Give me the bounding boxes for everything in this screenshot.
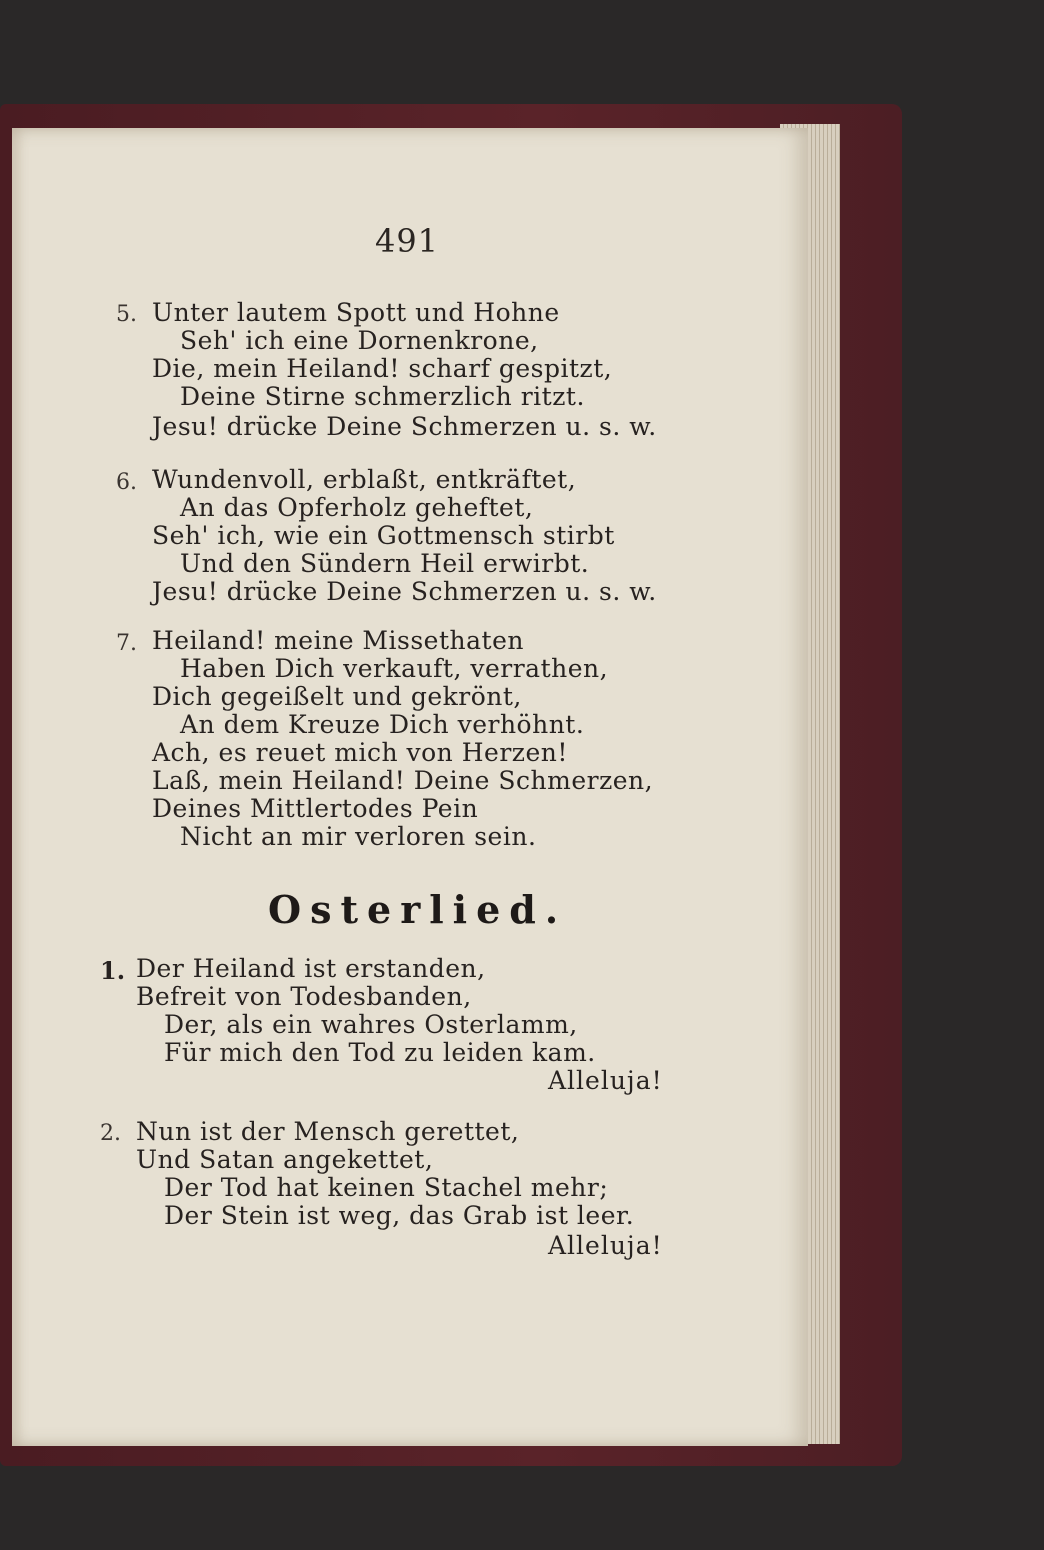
stanza-number: 6.	[116, 470, 137, 495]
verse-line: Jesu! drücke Deine Schmerzen u. s. w.	[152, 412, 657, 441]
stanza-number: 2.	[100, 1121, 121, 1146]
verse-line: Haben Dich verkauft, verrathen,	[180, 654, 609, 683]
verse-line: Für mich den Tod zu leiden kam.	[164, 1038, 596, 1067]
verse-line: Deines Mittlertodes Pein	[152, 794, 479, 823]
verse-line: Und den Sündern Heil erwirbt.	[180, 549, 590, 578]
verse-line: Heiland! meine Missethaten	[152, 626, 524, 655]
verse-line: Die, mein Heiland! scharf gespitzt,	[152, 354, 613, 383]
verse-line: Wundenvoll, erblaßt, entkräftet,	[152, 465, 577, 494]
verse-line: Laß, mein Heiland! Deine Schmerzen,	[152, 766, 654, 795]
verse-line: Der Stein ist weg, das Grab ist leer.	[164, 1201, 635, 1230]
stanza-number: 1.	[100, 956, 126, 985]
verse-line: Deine Stirne schmerzlich ritzt.	[180, 382, 585, 411]
verse-line: Nicht an mir verloren sein.	[180, 822, 537, 851]
verse-line: Jesu! drücke Deine Schmerzen u. s. w.	[152, 577, 657, 606]
verse-line: Und Satan angekettet,	[136, 1145, 434, 1174]
verse-line: Der Tod hat keinen Stachel mehr;	[164, 1173, 609, 1202]
verse-line: Nun ist der Mensch gerettet,	[136, 1117, 520, 1146]
verse-line: Unter lautem Spott und Hohne	[152, 298, 560, 327]
verse-line: Seh' ich eine Dornenkrone,	[180, 326, 539, 355]
refrain: Alleluja!	[548, 1066, 663, 1095]
verse-line: Der, als ein wahres Osterlamm,	[164, 1010, 578, 1039]
verse-line: Ach, es reuet mich von Herzen!	[152, 738, 568, 767]
verse-line: An das Opferholz geheftet,	[180, 493, 534, 522]
verse-line: Dich gegeißelt und gekrönt,	[152, 682, 522, 711]
page-number: 491	[374, 222, 440, 260]
stanza-number: 5.	[116, 302, 137, 327]
verse-line: Seh' ich, wie ein Gottmensch stirbt	[152, 521, 615, 550]
hymn-title: Osterlied.	[268, 887, 568, 932]
verse-line: Befreit von Todesbanden,	[136, 982, 472, 1011]
refrain: Alleluja!	[548, 1231, 663, 1260]
verse-line: Der Heiland ist erstanden,	[136, 954, 486, 983]
stanza-number: 7.	[116, 631, 137, 656]
verse-line: An dem Kreuze Dich verhöhnt.	[180, 710, 585, 739]
